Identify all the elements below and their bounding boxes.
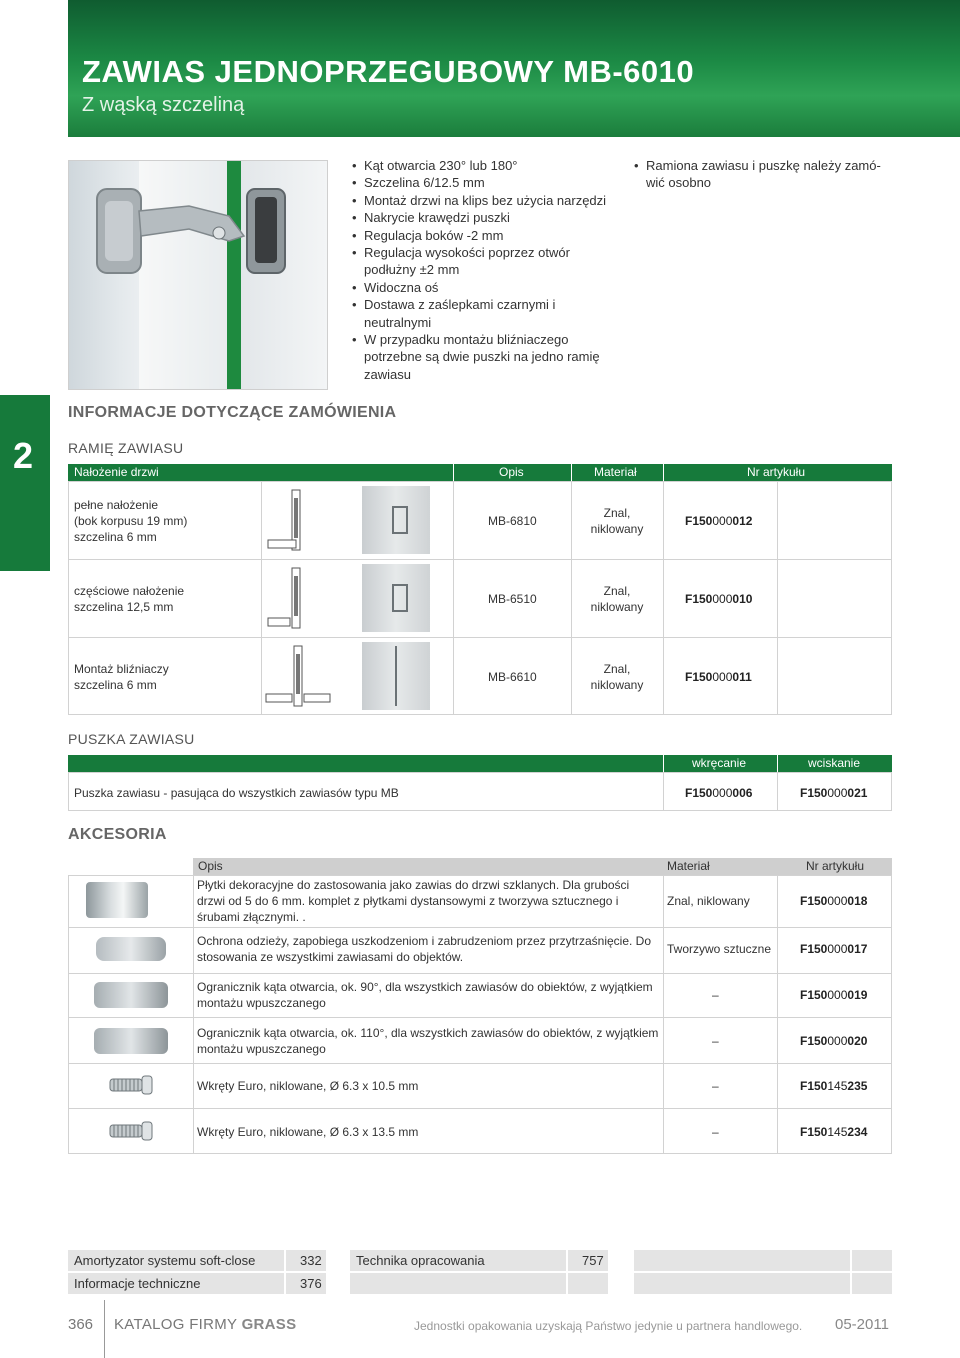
accessories-heading: AKCESORIA (68, 826, 167, 843)
col-acc-material: Materiał (667, 859, 710, 873)
hinge-arm-photo (362, 486, 430, 554)
page-number: 366 (68, 1316, 94, 1333)
feature-list (352, 157, 617, 383)
hinge-arm-photo (362, 642, 430, 710)
header-banner (68, 0, 960, 137)
page-subtitle: Z wąską szczeliną (82, 94, 245, 116)
accessory-material: Znal, niklowany (667, 894, 750, 908)
col-material: Materiał (594, 465, 637, 479)
chapter-tab (0, 395, 50, 571)
arm-row-article: F150000011 (685, 670, 752, 684)
reference-label: Amortyzator systemu soft-close (74, 1253, 256, 1268)
chapter-number: 2 (13, 435, 34, 476)
arm-row-article: F150000012 (685, 514, 753, 528)
col-overlay: Nałożenie drzwi (74, 465, 159, 479)
reference-page: 376 (300, 1276, 322, 1291)
accessory-article: F150000019 (800, 988, 868, 1002)
feature-item: • Kąt otwarcia 230° lub 180° (352, 157, 617, 174)
accessory-desc: Ogranicznik kąta otwarcia, ok. 110°, dla wszystkich zawiasów do obiektów, z wyjątkiem montażu wpuszczanego (197, 1026, 659, 1056)
twin-mount-diagram-icon (264, 644, 336, 708)
arm-row-material: Znal, niklowany (590, 584, 644, 614)
col-press-in: wciskanie (808, 756, 861, 770)
cup-desc: Puszka zawiasu - pasująca do wszystkich zawiasów typu MB (74, 786, 399, 800)
arm-row-overlay: Montaż bliźniaczy szczelina 6 mm (74, 662, 169, 692)
arm-row-material: Znal, niklowany (590, 506, 644, 536)
hinge-arm-photo (362, 564, 430, 632)
hinge-product-photo (68, 160, 328, 390)
feature-item: • Szczelina 6/12.5 mm (352, 174, 617, 191)
col-acc-desc: Opis (198, 859, 223, 873)
euro-screw-icon (108, 1073, 154, 1097)
ordering-heading: INFORMACJE DOTYCZĄCE ZAMÓWIENIA (68, 404, 397, 421)
accessory-material: Tworzywo sztuczne (667, 942, 772, 956)
reference-row[interactable] (350, 1250, 608, 1271)
catalog-name: KATALOG FIRMY GRASS (114, 1316, 297, 1333)
cup-table-header (68, 755, 892, 772)
arm-row-desc: MB-6510 (488, 592, 537, 606)
arm-row-desc: MB-6810 (488, 514, 537, 528)
arm-row-material: Znal, niklowany (590, 662, 644, 692)
footer-note: Jednostki opakowania uzyskają Państwo jedynie u partnera handlowego. (414, 1319, 803, 1333)
reference-page: 757 (582, 1253, 604, 1268)
col-acc-article: Nr artykułu (806, 859, 865, 873)
feature-item: • W przypadku montażu bliźniaczego potrzebne są dwie puszki na jedno ramię zawiasu (352, 331, 617, 383)
reference-label: Informacje techniczne (74, 1276, 201, 1291)
accessory-article: F150145235 (800, 1079, 868, 1093)
reference-page: 332 (300, 1253, 322, 1268)
accessory-material: – (712, 988, 719, 1002)
feature-item: • Regulacja wysokości poprzez otwór podłużny ±2 mm (352, 244, 617, 279)
accessory-material: – (712, 1079, 719, 1093)
accessory-desc: Wkręty Euro, niklowane, Ø 6.3 x 10.5 mm (197, 1079, 419, 1093)
cup-heading: PUSZKA ZAWIASU (68, 731, 195, 747)
arm-row-desc: MB-6610 (488, 670, 537, 684)
accessory-desc: Płytki dekoracyjne do zastosowania jako zawias do drzwi szklanych. Dla grubości drzwi od 5 do 6 mm. komplet z płytkami dystansowymi z tworzywa sztucznego i śrubami złącznymi. . (197, 878, 630, 924)
euro-screw-icon (108, 1119, 154, 1143)
accessory-desc: Ogranicznik kąta otwarcia, ok. 90°, dla wszystkich zawiasów do obiektów, z wyjątkiem montażu wpuszczanego (197, 980, 653, 1010)
reference-row[interactable] (68, 1250, 326, 1271)
arm-table-header (68, 464, 892, 481)
arm-row-overlay: częściowe nałożenie szczelina 12,5 mm (74, 584, 185, 614)
feature-item: • Nakrycie krawędzi puszki (352, 209, 617, 226)
feature-item: • Regulacja boków -2 mm (352, 227, 617, 244)
feature-item: • Ramiona zawiasu i puszkę należy zamó-wić osobno (634, 157, 884, 192)
feature-item: • Dostawa z zaślepkami czarnymi i neutralnymi (352, 296, 617, 331)
reference-row[interactable] (68, 1273, 326, 1294)
edition-date: 05-2011 (835, 1316, 889, 1333)
full-overlay-diagram-icon (266, 488, 306, 552)
feature-item: • Widoczna oś (352, 279, 617, 296)
decorative-plate-photo (86, 882, 148, 918)
accessory-article: F150000018 (800, 894, 868, 908)
col-article: Nr artykułu (747, 465, 806, 479)
col-desc: Opis (499, 465, 524, 479)
feature-item: • Montaż drzwi na klips bez użycia narzędzi (352, 192, 617, 209)
cup-article-screw: F150000006 (685, 786, 753, 800)
accessory-material: – (712, 1125, 719, 1139)
arm-row-article: F150000010 (685, 592, 753, 606)
accessory-article: F150000017 (800, 942, 868, 956)
partial-overlay-diagram-icon (266, 566, 306, 630)
arm-table (68, 481, 892, 715)
clothing-protector-photo (86, 931, 176, 967)
reference-label: Technika opracowania (356, 1253, 485, 1268)
angle-limiter-90-photo (86, 976, 176, 1014)
reference-row-empty (634, 1250, 892, 1271)
accessory-desc: Wkręty Euro, niklowane, Ø 6.3 x 13.5 mm (197, 1125, 419, 1139)
accessory-material: – (712, 1034, 719, 1048)
feature-list-extra (634, 157, 884, 192)
arm-heading: RAMIĘ ZAWIASU (68, 440, 184, 456)
arm-row-overlay: pełne nałożenie (bok korpusu 19 mm) szczelina 6 mm (74, 498, 188, 544)
brand-name: GRASS (241, 1316, 297, 1333)
angle-limiter-110-photo (86, 1022, 176, 1060)
accessory-article: F150145234 (800, 1125, 868, 1139)
accessory-article: F150000020 (800, 1034, 868, 1048)
page-title: ZAWIAS JEDNOPRZEGUBOWY MB-6010 (82, 54, 695, 89)
reference-row-empty (350, 1273, 608, 1294)
accessory-desc: Ochrona odzieży, zapobiega uszkodzeniom i zabrudzeniom przez przytrzaśnięcie. Do stosowania ze wszystkimi zawiasami do objektów. (197, 934, 652, 964)
reference-row-empty (634, 1273, 892, 1294)
accessories-table-header (193, 858, 892, 875)
col-screw-in: wkręcanie (692, 756, 747, 770)
cup-article-press: F150000021 (800, 786, 868, 800)
footer-divider (104, 1300, 105, 1358)
